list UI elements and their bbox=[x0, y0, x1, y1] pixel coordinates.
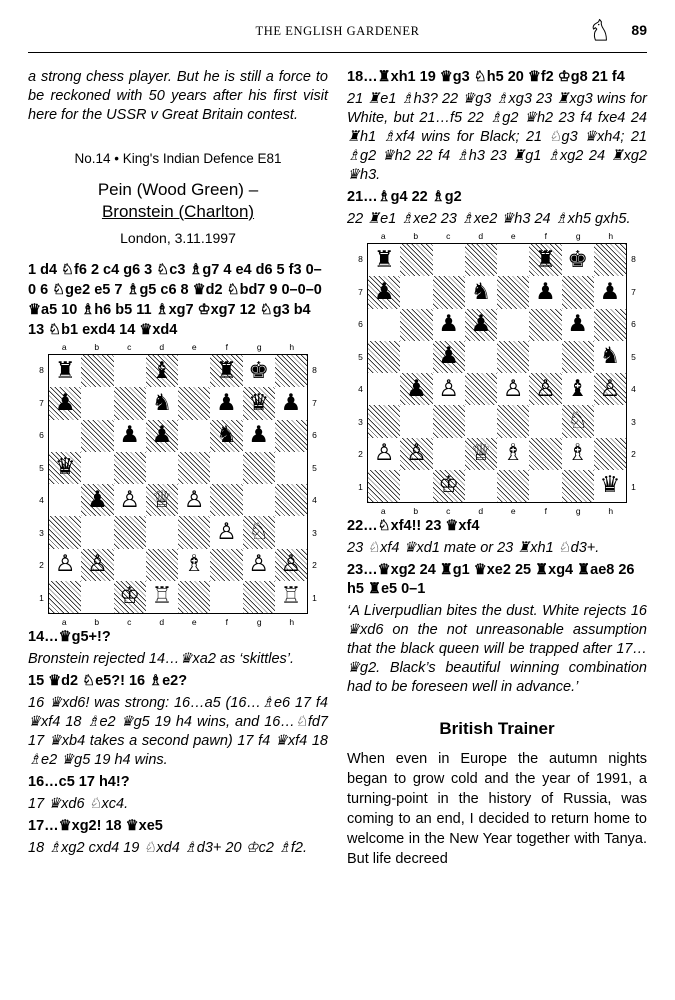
board-square bbox=[49, 387, 81, 419]
board-square bbox=[81, 581, 113, 613]
move-line: 15 ♛d2 ♘e5?! 16 ♗e2? bbox=[28, 673, 188, 689]
board-square bbox=[400, 438, 432, 470]
chess-piece: ♟ bbox=[599, 278, 621, 305]
left-annotations bbox=[28, 628, 328, 858]
rank-label: 2 bbox=[631, 449, 636, 460]
board-square bbox=[497, 470, 529, 502]
board-square bbox=[81, 484, 113, 516]
rank-label: 3 bbox=[358, 416, 363, 427]
board-square bbox=[368, 341, 400, 373]
board-square bbox=[243, 549, 275, 581]
board-square bbox=[49, 549, 81, 581]
board-square bbox=[368, 405, 400, 437]
board-square bbox=[433, 309, 465, 341]
board-square bbox=[400, 405, 432, 437]
file-label: h bbox=[289, 617, 295, 627]
page-header bbox=[28, 22, 647, 56]
opening-moves: 1 d4 ♘f6 2 c4 g6 3 ♘c3 ♗g7 4 e4 d6 5 f3 0–0 6 ♘ge2 e5 7 ♗g5 c6 8 ♛d2 ♘bd7 9 0–0–0 ♛a5 10 ♗h6 b5 11 ♗xg7 ♔xg7 12 ♘g3 b4 13 ♘b1 exd4 14 ♛xd4 bbox=[28, 262, 322, 338]
board-square bbox=[178, 581, 210, 613]
chess-piece: ♟ bbox=[54, 389, 76, 416]
board-square bbox=[114, 420, 146, 452]
chess-piece: ♚ bbox=[248, 357, 269, 384]
board-square bbox=[594, 373, 626, 405]
board-square bbox=[368, 438, 400, 470]
board-square bbox=[594, 276, 626, 308]
chess-piece: ♙ bbox=[119, 486, 140, 513]
chess-piece: ♞ bbox=[151, 389, 173, 416]
board-square bbox=[529, 341, 561, 373]
chess-piece: ♙ bbox=[216, 518, 237, 545]
board-square bbox=[433, 276, 465, 308]
board1-ranks-left bbox=[37, 354, 46, 614]
chess-piece: ♟ bbox=[535, 278, 556, 305]
chess-piece: ♙ bbox=[373, 440, 395, 467]
board1-files-bottom bbox=[48, 617, 308, 627]
running-head: THE ENGLISH GARDENER bbox=[255, 24, 420, 38]
board2-files-top bbox=[367, 231, 627, 241]
board-square bbox=[114, 355, 146, 387]
board-square bbox=[178, 452, 210, 484]
board-square bbox=[465, 309, 497, 341]
move-line: 16…c5 17 h4!? bbox=[28, 774, 130, 790]
board-square bbox=[210, 581, 242, 613]
board-square bbox=[368, 244, 400, 276]
board-square bbox=[368, 373, 400, 405]
file-label: d bbox=[478, 506, 484, 516]
file-label: e bbox=[191, 617, 197, 627]
rank-label: 6 bbox=[39, 430, 44, 441]
chess-piece: ♜ bbox=[535, 246, 556, 273]
board-square bbox=[178, 387, 210, 419]
board-square bbox=[529, 470, 561, 502]
board1-squares bbox=[49, 355, 307, 613]
chess-piece: ♟ bbox=[438, 343, 459, 370]
rank-label: 8 bbox=[312, 365, 317, 376]
board1-grid-outer bbox=[48, 354, 308, 614]
board-square bbox=[210, 516, 242, 548]
board2-ranks-right bbox=[629, 243, 638, 503]
file-label: c bbox=[446, 506, 451, 516]
board-square bbox=[49, 581, 81, 613]
file-label: a bbox=[380, 231, 386, 241]
move-line: 18…♜xh1 19 ♛g3 ♘h5 20 ♛f2 ♔g8 21 f4 bbox=[347, 69, 625, 85]
right-annotations-bottom bbox=[347, 517, 647, 697]
board-square bbox=[594, 244, 626, 276]
board-square bbox=[465, 405, 497, 437]
board-square bbox=[465, 341, 497, 373]
file-label: f bbox=[544, 506, 547, 516]
board-square bbox=[400, 244, 432, 276]
file-label: f bbox=[225, 342, 228, 352]
chess-piece: ♖ bbox=[151, 583, 173, 610]
chess-piece: ♙ bbox=[438, 375, 459, 402]
board-square bbox=[497, 309, 529, 341]
board-square bbox=[562, 438, 594, 470]
board-square bbox=[465, 470, 497, 502]
board-square bbox=[275, 516, 307, 548]
board-square bbox=[275, 581, 307, 613]
rank-label: 3 bbox=[312, 527, 317, 538]
file-label: h bbox=[608, 231, 614, 241]
file-label: d bbox=[478, 231, 484, 241]
board-square bbox=[210, 420, 242, 452]
board-square bbox=[400, 309, 432, 341]
board-square bbox=[400, 276, 432, 308]
rank-label: 1 bbox=[39, 592, 44, 603]
rank-label: 4 bbox=[312, 495, 317, 506]
board2-grid-outer bbox=[367, 243, 627, 503]
board-square bbox=[243, 420, 275, 452]
board-square bbox=[562, 309, 594, 341]
chess-piece: ♞ bbox=[470, 278, 492, 305]
rank-label: 5 bbox=[312, 462, 317, 473]
board-square bbox=[497, 244, 529, 276]
comment-line: 16 ♛xd6! was strong: 16…a5 (16…♗e6 17 f4 ♛xf4 18 ♗e2 ♛g5 19 h4 wins, and 16…♘fd7 17 ♛xb4 takes a second pawn) 17 f4 ♛xf4 18 ♗e2 ♛g5 19 h4 wins. bbox=[28, 695, 328, 768]
rank-label: 2 bbox=[358, 449, 363, 460]
chess-piece: ♟ bbox=[406, 375, 427, 402]
chess-diagram-1 bbox=[39, 342, 317, 627]
board-square bbox=[497, 373, 529, 405]
chess-piece: ♝ bbox=[151, 357, 173, 384]
board-square bbox=[146, 516, 178, 548]
page-number: 89 bbox=[631, 22, 647, 38]
board-square bbox=[275, 484, 307, 516]
board-square bbox=[114, 516, 146, 548]
game-header bbox=[28, 151, 328, 246]
file-label: e bbox=[510, 506, 516, 516]
rank-label: 7 bbox=[312, 397, 317, 408]
chess-piece: ♜ bbox=[54, 357, 76, 384]
board-square bbox=[594, 341, 626, 373]
chess-piece: ♙ bbox=[87, 551, 108, 578]
board-square bbox=[562, 405, 594, 437]
board-square bbox=[400, 470, 432, 502]
chess-piece: ♕ bbox=[470, 440, 492, 467]
chess-piece: ♕ bbox=[151, 486, 173, 513]
board-square bbox=[594, 470, 626, 502]
section-title: British Trainer bbox=[439, 719, 555, 738]
white-player bbox=[28, 180, 328, 200]
board-square bbox=[529, 244, 561, 276]
chess-piece: ♜ bbox=[216, 357, 237, 384]
rank-label: 6 bbox=[358, 319, 363, 330]
board-square bbox=[178, 355, 210, 387]
chess-piece: ♖ bbox=[280, 583, 302, 610]
file-label: c bbox=[127, 617, 132, 627]
rank-label: 1 bbox=[631, 481, 636, 492]
move-line: 22…♘xf4!! 23 ♛xf4 bbox=[347, 518, 480, 534]
board-square bbox=[400, 373, 432, 405]
board-square bbox=[81, 387, 113, 419]
board-square bbox=[49, 484, 81, 516]
file-label: a bbox=[61, 342, 67, 352]
chess-piece: ♙ bbox=[248, 551, 269, 578]
rank-label: 5 bbox=[358, 351, 363, 362]
board2-squares bbox=[368, 244, 626, 502]
rank-label: 1 bbox=[312, 592, 317, 603]
chess-piece: ♙ bbox=[280, 551, 302, 578]
board-square bbox=[146, 452, 178, 484]
rank-label: 3 bbox=[39, 527, 44, 538]
header-rule bbox=[28, 52, 647, 53]
board-square bbox=[497, 276, 529, 308]
board-square bbox=[146, 355, 178, 387]
board-square bbox=[433, 438, 465, 470]
board2-files-bottom bbox=[367, 506, 627, 516]
move-line: 21…♗g4 22 ♗g2 bbox=[347, 189, 462, 205]
board-square bbox=[562, 373, 594, 405]
board-square bbox=[178, 484, 210, 516]
black-player-name: Bronstein (Charlton) bbox=[101, 202, 255, 221]
board-square bbox=[114, 484, 146, 516]
comment-line: 23 ♘xf4 ♛xd1 mate or 23 ♜xh1 ♘d3+. bbox=[347, 540, 600, 556]
file-label: h bbox=[608, 506, 614, 516]
chess-piece: ♙ bbox=[599, 375, 621, 402]
rank-label: 8 bbox=[39, 365, 44, 376]
board-square bbox=[49, 516, 81, 548]
board-square bbox=[433, 341, 465, 373]
comment-line: 21 ♜e1 ♗h3? 22 ♛g3 ♗xg3 23 ♜xg3 wins for White, but 21…f5 22 ♗g2 ♛h2 23 f4 fxe4 24 ♜h1 ♗xf4 wins for Black; 21 ♘g3 ♛xh4; 21 ♗g2 ♛h2 22 f4 ♗h3 23 ♜g1 ♗xg2 24 ♜xg2 ♛h3. bbox=[347, 91, 647, 183]
rank-label: 5 bbox=[631, 351, 636, 362]
rank-label: 2 bbox=[39, 560, 44, 571]
move-line: 14…♛g5+!? bbox=[28, 629, 111, 645]
board-square bbox=[529, 276, 561, 308]
chess-piece: ♟ bbox=[470, 311, 492, 338]
board-square bbox=[497, 438, 529, 470]
chess-piece: ♚ bbox=[567, 246, 588, 273]
board-square bbox=[275, 549, 307, 581]
board-square bbox=[146, 549, 178, 581]
rank-label: 4 bbox=[39, 495, 44, 506]
chess-piece: ♛ bbox=[248, 389, 269, 416]
file-label: d bbox=[159, 617, 165, 627]
rank-label: 6 bbox=[631, 319, 636, 330]
chess-piece: ♘ bbox=[248, 518, 269, 545]
comment-line: 17 ♛xd6 ♘xc4. bbox=[28, 796, 129, 812]
rank-label: 4 bbox=[631, 384, 636, 395]
board-square bbox=[529, 309, 561, 341]
board-square bbox=[210, 387, 242, 419]
board-square bbox=[529, 438, 561, 470]
board-square bbox=[146, 581, 178, 613]
board-square bbox=[465, 438, 497, 470]
chess-piece: ♛ bbox=[54, 454, 76, 481]
board-square bbox=[146, 387, 178, 419]
rank-label: 1 bbox=[358, 481, 363, 492]
game-number: No.14 • King's Indian Defence E81 bbox=[74, 151, 282, 166]
chess-piece: ♟ bbox=[87, 486, 108, 513]
board-square bbox=[562, 244, 594, 276]
chess-piece: ♟ bbox=[280, 389, 302, 416]
chess-piece: ♙ bbox=[183, 486, 205, 513]
board-square bbox=[465, 373, 497, 405]
rank-label: 8 bbox=[631, 254, 636, 265]
rank-label: 6 bbox=[312, 430, 317, 441]
board-square bbox=[178, 420, 210, 452]
chess-piece: ♙ bbox=[406, 440, 427, 467]
board-square bbox=[81, 420, 113, 452]
board-square bbox=[368, 470, 400, 502]
file-label: b bbox=[94, 342, 100, 352]
board-square bbox=[594, 438, 626, 470]
rank-label: 4 bbox=[358, 384, 363, 395]
chess-piece: ♛ bbox=[599, 472, 621, 499]
board-square bbox=[368, 309, 400, 341]
board-square bbox=[594, 309, 626, 341]
board-square bbox=[275, 452, 307, 484]
board-square bbox=[243, 484, 275, 516]
chess-piece: ♝ bbox=[567, 375, 588, 402]
file-label: b bbox=[413, 231, 419, 241]
intro-paragraph: a strong chess player. But he is still a force to be reckoned with 50 years after his first visit here for the USSR v Great Britain contest. bbox=[28, 69, 328, 123]
chess-piece: ♙ bbox=[502, 375, 524, 402]
board-square bbox=[146, 420, 178, 452]
knight-icon bbox=[589, 18, 611, 42]
file-label: c bbox=[446, 231, 451, 241]
board-square bbox=[497, 341, 529, 373]
board-square bbox=[178, 549, 210, 581]
white-player-name: Pein (Wood Green) – bbox=[97, 180, 259, 199]
rank-label: 2 bbox=[312, 560, 317, 571]
chess-diagram-2 bbox=[358, 231, 636, 516]
board-square bbox=[243, 387, 275, 419]
file-label: f bbox=[225, 617, 228, 627]
board-square bbox=[243, 581, 275, 613]
chess-piece: ♔ bbox=[438, 472, 459, 499]
chess-piece: ♞ bbox=[216, 422, 237, 449]
file-label: d bbox=[159, 342, 165, 352]
board-square bbox=[243, 355, 275, 387]
chess-piece: ♙ bbox=[535, 375, 556, 402]
board-square bbox=[210, 452, 242, 484]
chess-piece: ♔ bbox=[119, 583, 140, 610]
board-square bbox=[81, 516, 113, 548]
rank-label: 7 bbox=[358, 286, 363, 297]
board-square bbox=[243, 452, 275, 484]
comment-line: ‘A Liverpudlian bites the dust. White rejects 16 ♛xd6 on the not unreasonable assumption that the black queen will be trapped after 17…♛g2. Black’s beautiful winning combination had to be foreseen well in advance.’ bbox=[347, 603, 647, 695]
chess-piece: ♟ bbox=[248, 422, 269, 449]
board-square bbox=[529, 405, 561, 437]
board-square bbox=[594, 405, 626, 437]
chess-piece: ♘ bbox=[567, 407, 588, 434]
board-square bbox=[178, 516, 210, 548]
file-label: c bbox=[127, 342, 132, 352]
file-label: e bbox=[510, 231, 516, 241]
chess-piece: ♟ bbox=[151, 422, 173, 449]
left-column bbox=[28, 68, 328, 858]
board-square bbox=[497, 405, 529, 437]
right-annotations-top bbox=[347, 68, 647, 229]
file-label: g bbox=[575, 506, 581, 516]
board-square bbox=[562, 470, 594, 502]
chess-piece: ♞ bbox=[599, 343, 621, 370]
board-square bbox=[433, 244, 465, 276]
rank-label: 8 bbox=[358, 254, 363, 265]
board-square bbox=[81, 549, 113, 581]
board2-ranks-left bbox=[356, 243, 365, 503]
chess-piece: ♟ bbox=[216, 389, 237, 416]
chess-piece: ♗ bbox=[567, 440, 588, 467]
file-label: b bbox=[413, 506, 419, 516]
chess-piece: ♟ bbox=[438, 311, 459, 338]
board1-ranks-right bbox=[310, 354, 319, 614]
board-square bbox=[529, 373, 561, 405]
board-square bbox=[433, 405, 465, 437]
board-square bbox=[275, 355, 307, 387]
chess-piece: ♗ bbox=[502, 440, 524, 467]
move-line: 23…♛xg2 24 ♜g1 ♛xe2 25 ♜xg4 ♜ae8 26 h5 ♜e5 0–1 bbox=[347, 562, 635, 597]
rank-label: 3 bbox=[631, 416, 636, 427]
board-square bbox=[243, 516, 275, 548]
rank-label: 5 bbox=[39, 462, 44, 473]
black-player bbox=[28, 202, 328, 222]
file-label: f bbox=[544, 231, 547, 241]
comment-line: 18 ♗xg2 cxd4 19 ♘xd4 ♗d3+ 20 ♔c2 ♗f2. bbox=[28, 840, 308, 856]
board-square bbox=[210, 484, 242, 516]
board-square bbox=[210, 549, 242, 581]
board-square bbox=[433, 470, 465, 502]
chess-piece: ♟ bbox=[567, 311, 588, 338]
file-label: h bbox=[289, 342, 295, 352]
chess-piece: ♜ bbox=[373, 246, 395, 273]
game-venue: London, 3.11.1997 bbox=[120, 230, 236, 246]
board-square bbox=[114, 452, 146, 484]
file-label: a bbox=[380, 506, 386, 516]
board-square bbox=[81, 452, 113, 484]
chess-piece: ♙ bbox=[54, 551, 76, 578]
comment-line: 22 ♜e1 ♗xe2 23 ♗xe2 ♛h3 24 ♗xh5 gxh5. bbox=[347, 211, 631, 227]
file-label: e bbox=[191, 342, 197, 352]
chess-piece: ♟ bbox=[373, 278, 395, 305]
board-square bbox=[114, 549, 146, 581]
comment-line: Bronstein rejected 14…♛xa2 as ‘skittles’. bbox=[28, 651, 295, 667]
board-square bbox=[562, 341, 594, 373]
board-square bbox=[81, 355, 113, 387]
file-label: g bbox=[256, 342, 262, 352]
board-square bbox=[114, 387, 146, 419]
board-square bbox=[49, 355, 81, 387]
file-label: a bbox=[61, 617, 67, 627]
right-column bbox=[347, 68, 647, 869]
board-square bbox=[114, 581, 146, 613]
board-square bbox=[465, 276, 497, 308]
board-square bbox=[368, 276, 400, 308]
board-square bbox=[433, 373, 465, 405]
board-square bbox=[275, 387, 307, 419]
move-line: 17…♛xg2! 18 ♛xe5 bbox=[28, 818, 163, 834]
board-square bbox=[275, 420, 307, 452]
board-square bbox=[562, 276, 594, 308]
file-label: g bbox=[256, 617, 262, 627]
board1-files-top bbox=[48, 342, 308, 352]
board-square bbox=[210, 355, 242, 387]
board-square bbox=[146, 484, 178, 516]
board-square bbox=[400, 341, 432, 373]
chess-piece: ♟ bbox=[119, 422, 140, 449]
board-square bbox=[49, 452, 81, 484]
file-label: g bbox=[575, 231, 581, 241]
board-square bbox=[49, 420, 81, 452]
rank-label: 7 bbox=[39, 397, 44, 408]
rank-label: 7 bbox=[631, 286, 636, 297]
chess-piece: ♗ bbox=[183, 551, 205, 578]
file-label: b bbox=[94, 617, 100, 627]
section-body: When even in Europe the autumn nights began to grow cold and the year of 1991, a turning-point in the history of Russia, was coming to an end, I decided to return home to welcome in the New Year together with Tanya. But life decreed bbox=[347, 751, 647, 867]
board-square bbox=[465, 244, 497, 276]
